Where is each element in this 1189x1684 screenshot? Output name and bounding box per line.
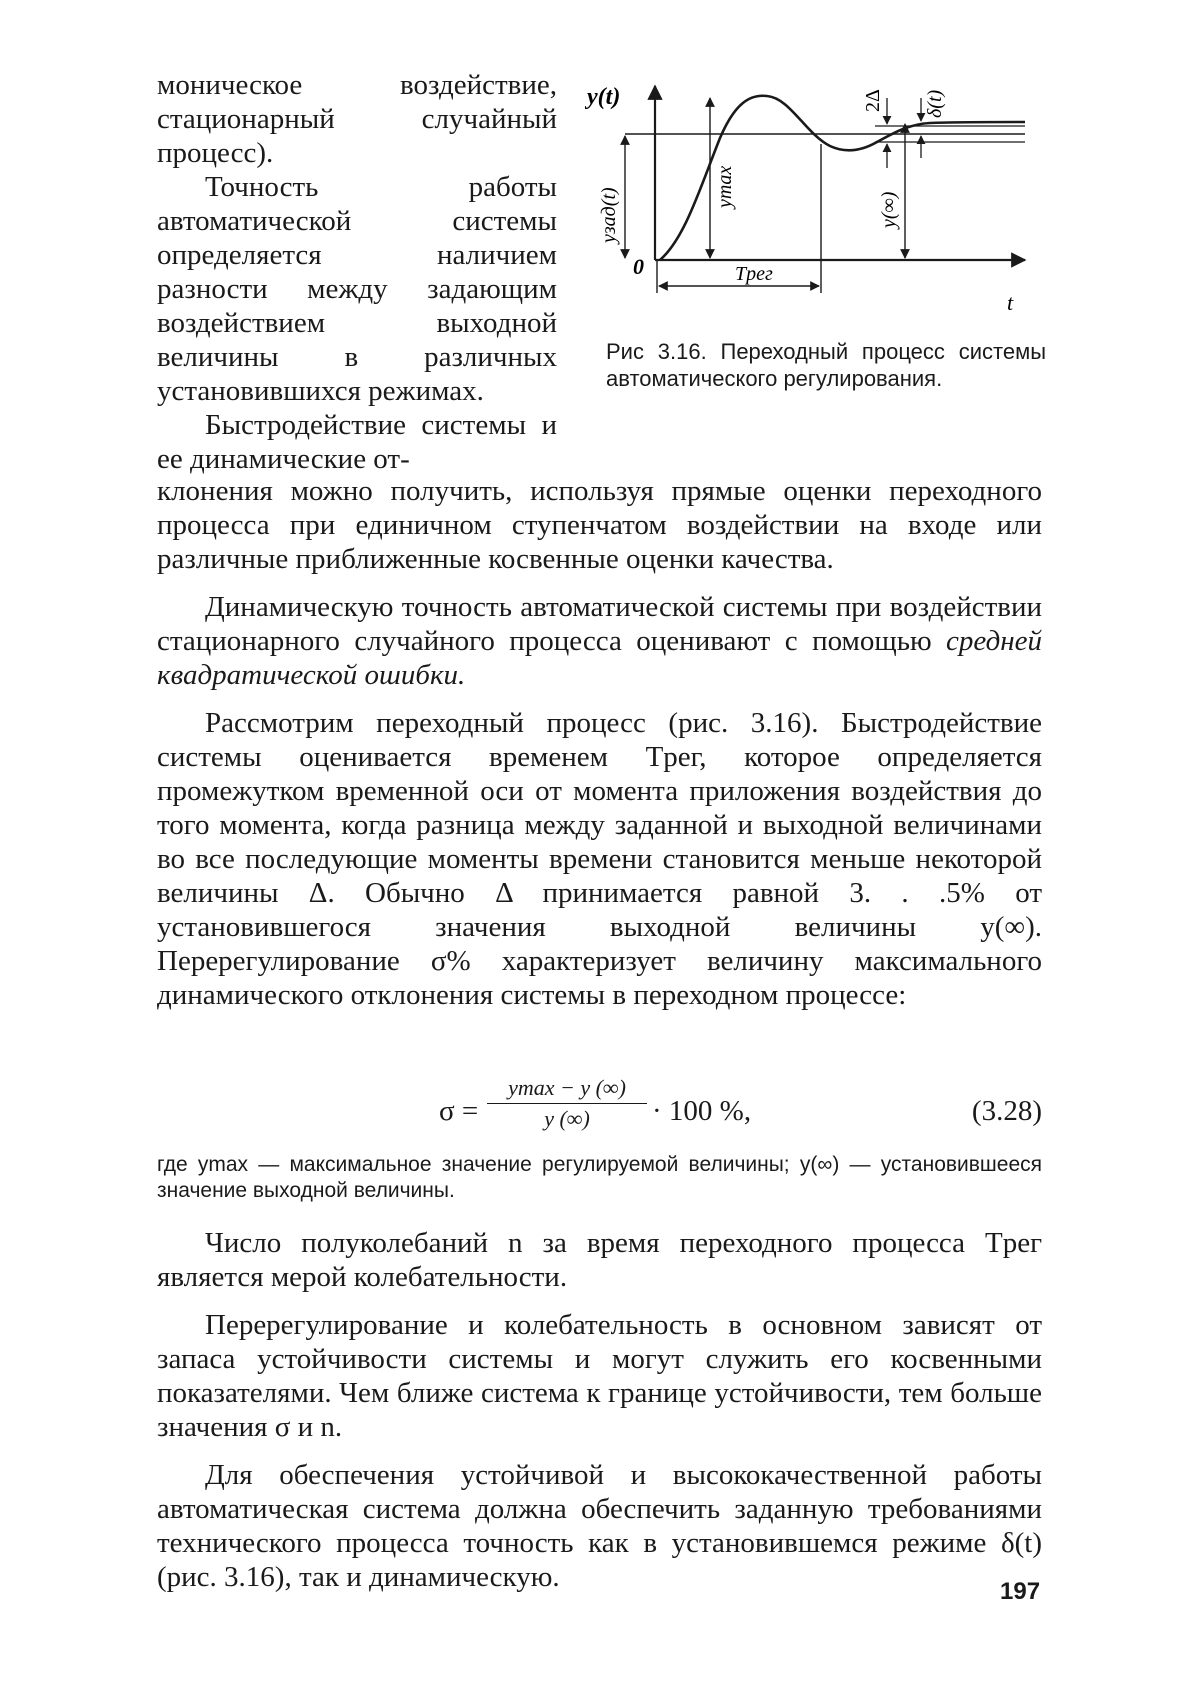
paragraph-2: Точность работы автоматической системы определяется наличием разности между задающим воздействием выходной величины в различных установившихся режимах. — [157, 171, 557, 407]
formula-3-28 — [157, 1075, 1042, 1145]
formula-fraction — [487, 1075, 647, 1132]
paragraph-6: Число полуколебаний n за время переходного процесса Tрег является мерой колебательности. — [157, 1227, 1042, 1293]
y-zad-label: yзад(t) — [598, 187, 620, 243]
y-axis-label: y(t) — [587, 84, 621, 110]
paragraph-7: Перерегулирование и колебательность в основном зависят от запаса устойчивости системы и могут служить его косвенными показателями. Чем ближе система к границе устойчивости, тем больше значения σ и n. — [157, 1309, 1042, 1443]
paragraph-4-normal: Динамическую точность автоматической системы при воздействии стационарного случайного процесса оценивают с помощью — [157, 591, 1042, 657]
paragraph-3-cont: клонения можно получить, используя прямые оценки переходного процесса при единичном ступенчатом воздействии на входе или различные приближенные косвенные оценки качества. — [157, 475, 1042, 575]
y-inf-label: y(∞) — [878, 191, 900, 228]
paragraph-4 — [157, 590, 1042, 692]
lower-text — [157, 1226, 1042, 1594]
paragraph-4-italic: средней квадратической ошибки. — [157, 625, 1042, 691]
page-number: 197 — [1000, 1578, 1041, 1605]
paragraph-1: моническое воздействие, стационарный случайный процесс). — [157, 69, 557, 169]
transient-process-figure — [585, 78, 1045, 338]
paragraph-8: Для обеспечения устойчивой и высококачественной работы автоматическая система должна обеспечить заданную требованиями технического процесса точность как в установившемся режиме δ(t) (рис. 3.16), так и динамическую. — [157, 1459, 1042, 1593]
formula-lhs: σ = — [439, 1095, 479, 1127]
formula-numerator: ymax − y (∞) — [487, 1075, 647, 1104]
paragraph-5: Рассмотрим переходный процесс (рис. 3.16). Быстродействие системы оценивается временем Tрег, которое определяется промежутком временной оси от момента приложения воздействия до того момента, когда разница между заданной и выходной величинами во все последующие моменты времени становится меньше некоторой величины Δ. Обычно Δ принимается равной 3. . .5% от установившегося значения выходной величины y(∞). Перерегулирование σ% характеризует величину максимального динамического отклонения системы в переходном процессе: — [157, 707, 1042, 1011]
y-max-label: ymax — [714, 165, 736, 208]
origin-label: 0 — [633, 254, 644, 279]
left-column-text — [157, 68, 557, 476]
t-reg-label: Tрег — [735, 263, 773, 285]
t-label: t — [1007, 290, 1014, 315]
figure-caption: Рис 3.16. Переходный процесс системы автоматического регулирования. — [606, 339, 1046, 391]
equation-number: (3.28) — [971, 1095, 1042, 1127]
formula-denominator: y (∞) — [544, 1106, 590, 1131]
main-text — [157, 474, 1042, 1012]
formula-note: где ymax — максимальное значение регулируемой величины; y(∞) — установившееся значение выходной величины. — [157, 1153, 1042, 1202]
two-delta-label: 2Δ — [862, 89, 884, 112]
formula-tail: · 100 %, — [652, 1095, 752, 1127]
delta-t-label: δ(t) — [924, 89, 946, 118]
paragraph-3-start: Быстродействие системы и ее динамические от- — [157, 409, 557, 475]
